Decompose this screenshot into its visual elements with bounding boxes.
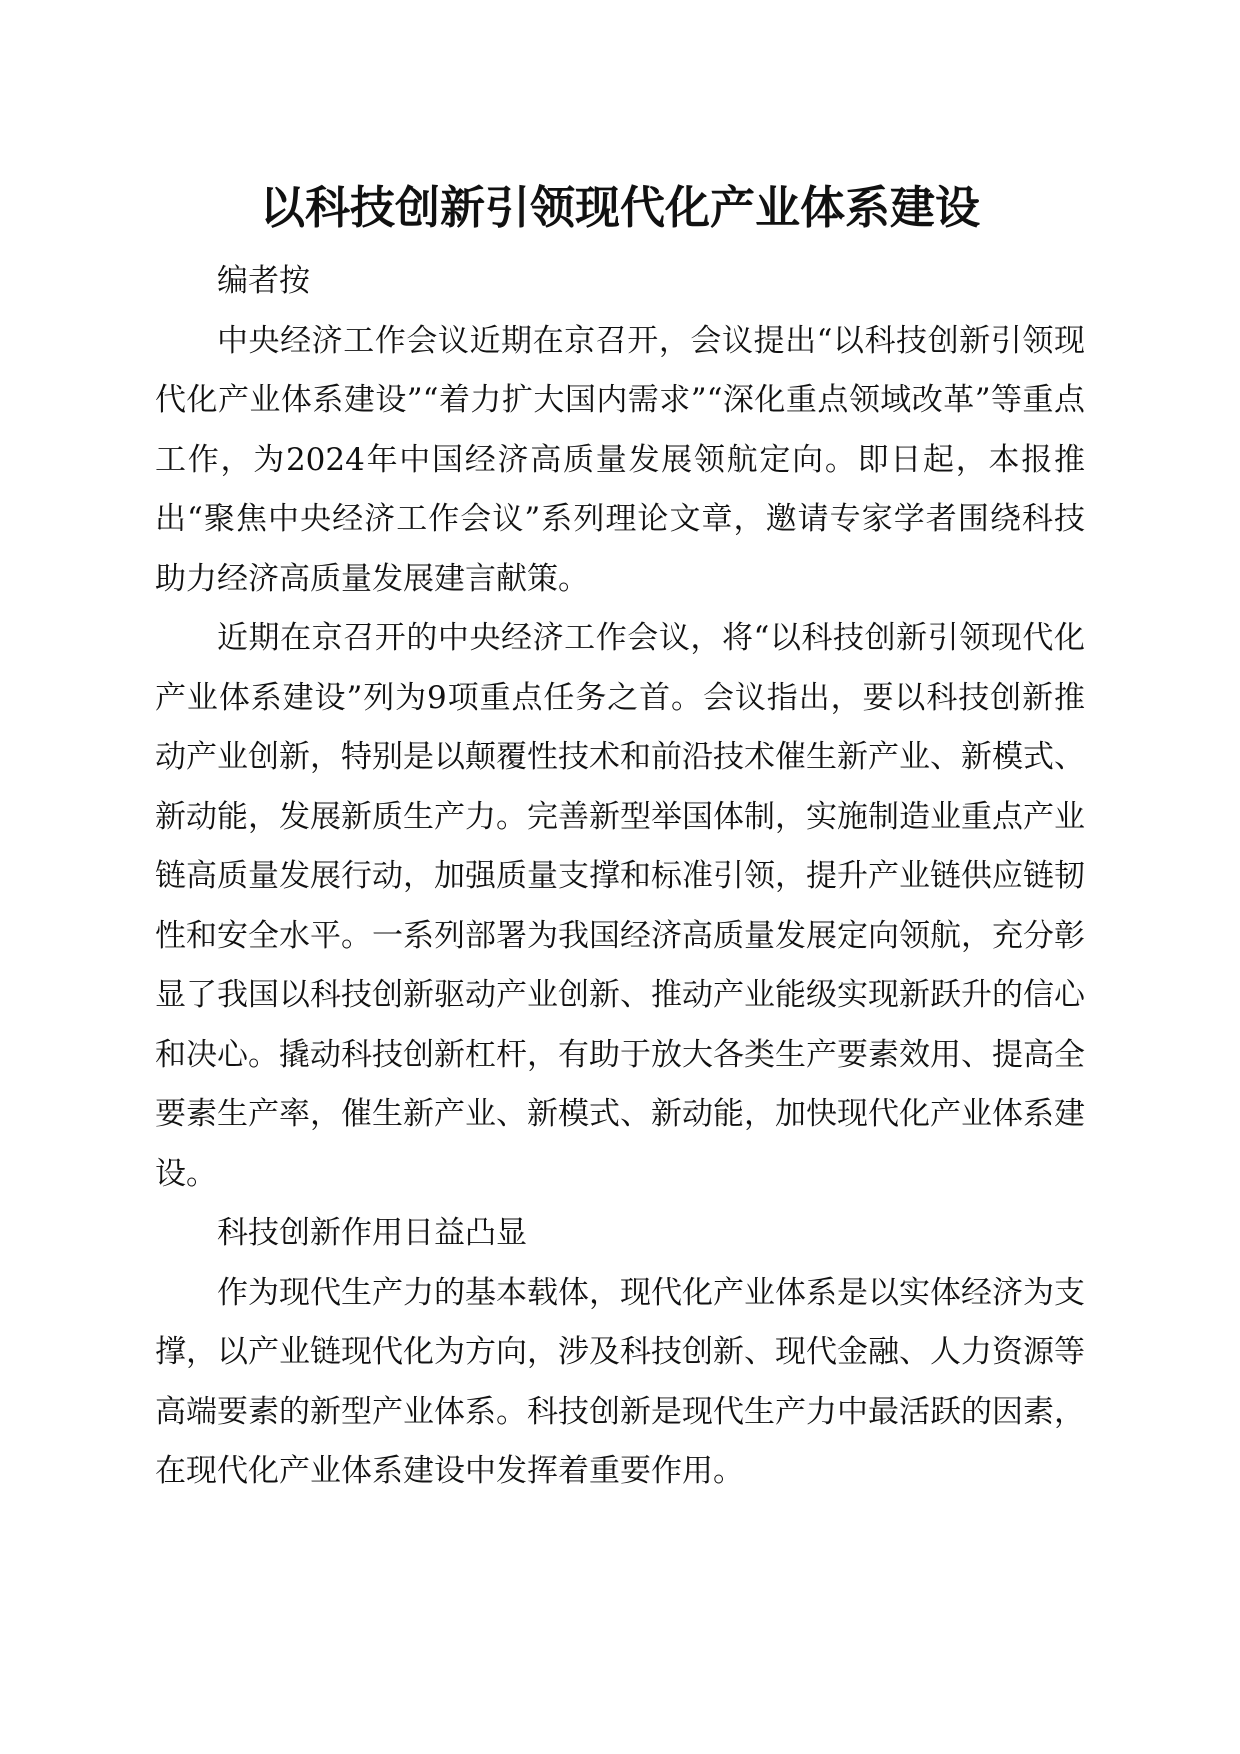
body-paragraph-intro: 近期在京召开的中央经济工作会议，将“以科技创新引领现代化产业体系建设”列为9项重点任务之首。会议指出，要以科技创新推动产业创新，特别是以颠覆性技术和前沿技术催生新产业、新模式、新动能，发展新质生产力。完善新型举国体制，实施制造业重点产业链高质量发展行动，加强质量支撑和标准引领，提升产业链供应链韧性和安全水平。一系列部署为我国经济高质量发展定向领航，充分彰显了我国以科技创新驱动产业创新、推动产业能级实现新跃升的信心和决心。撬动科技创新杠杆，有助于放大各类生产要素效用、提高全要素生产率，催生新产业、新模式、新动能，加快现代化产业体系建设。 [155, 620, 1085, 1192]
body-paragraph-section: 作为现代生产力的基本载体，现代化产业体系是以实体经济为支撑，以产业链现代化为方向，涉及科技创新、现代金融、人力资源等高端要素的新型产业体系。科技创新是现代生产力中最活跃的因素，在现代化产业体系建设中发挥着重要作用。 [155, 1274, 1085, 1489]
editor-note-label: 编者按 [217, 263, 310, 299]
document-body [155, 252, 1085, 1502]
document-title: 以科技创新引领现代化产业体系建设 [259, 181, 980, 234]
editor-note-paragraph: 中央经济工作会议近期在京召开，会议提出“以科技创新引领现代化产业体系建设”“着力扩大国内需求”“深化重点领域改革”等重点工作，为2024年中国经济高质量发展领航定向。即日起，本报推出“聚焦中央经济工作会议”系列理论文章，邀请专家学者围绕科技助力经济高质量发展建言献策。 [155, 322, 1085, 597]
section-heading: 科技创新作用日益凸显 [217, 1215, 527, 1251]
